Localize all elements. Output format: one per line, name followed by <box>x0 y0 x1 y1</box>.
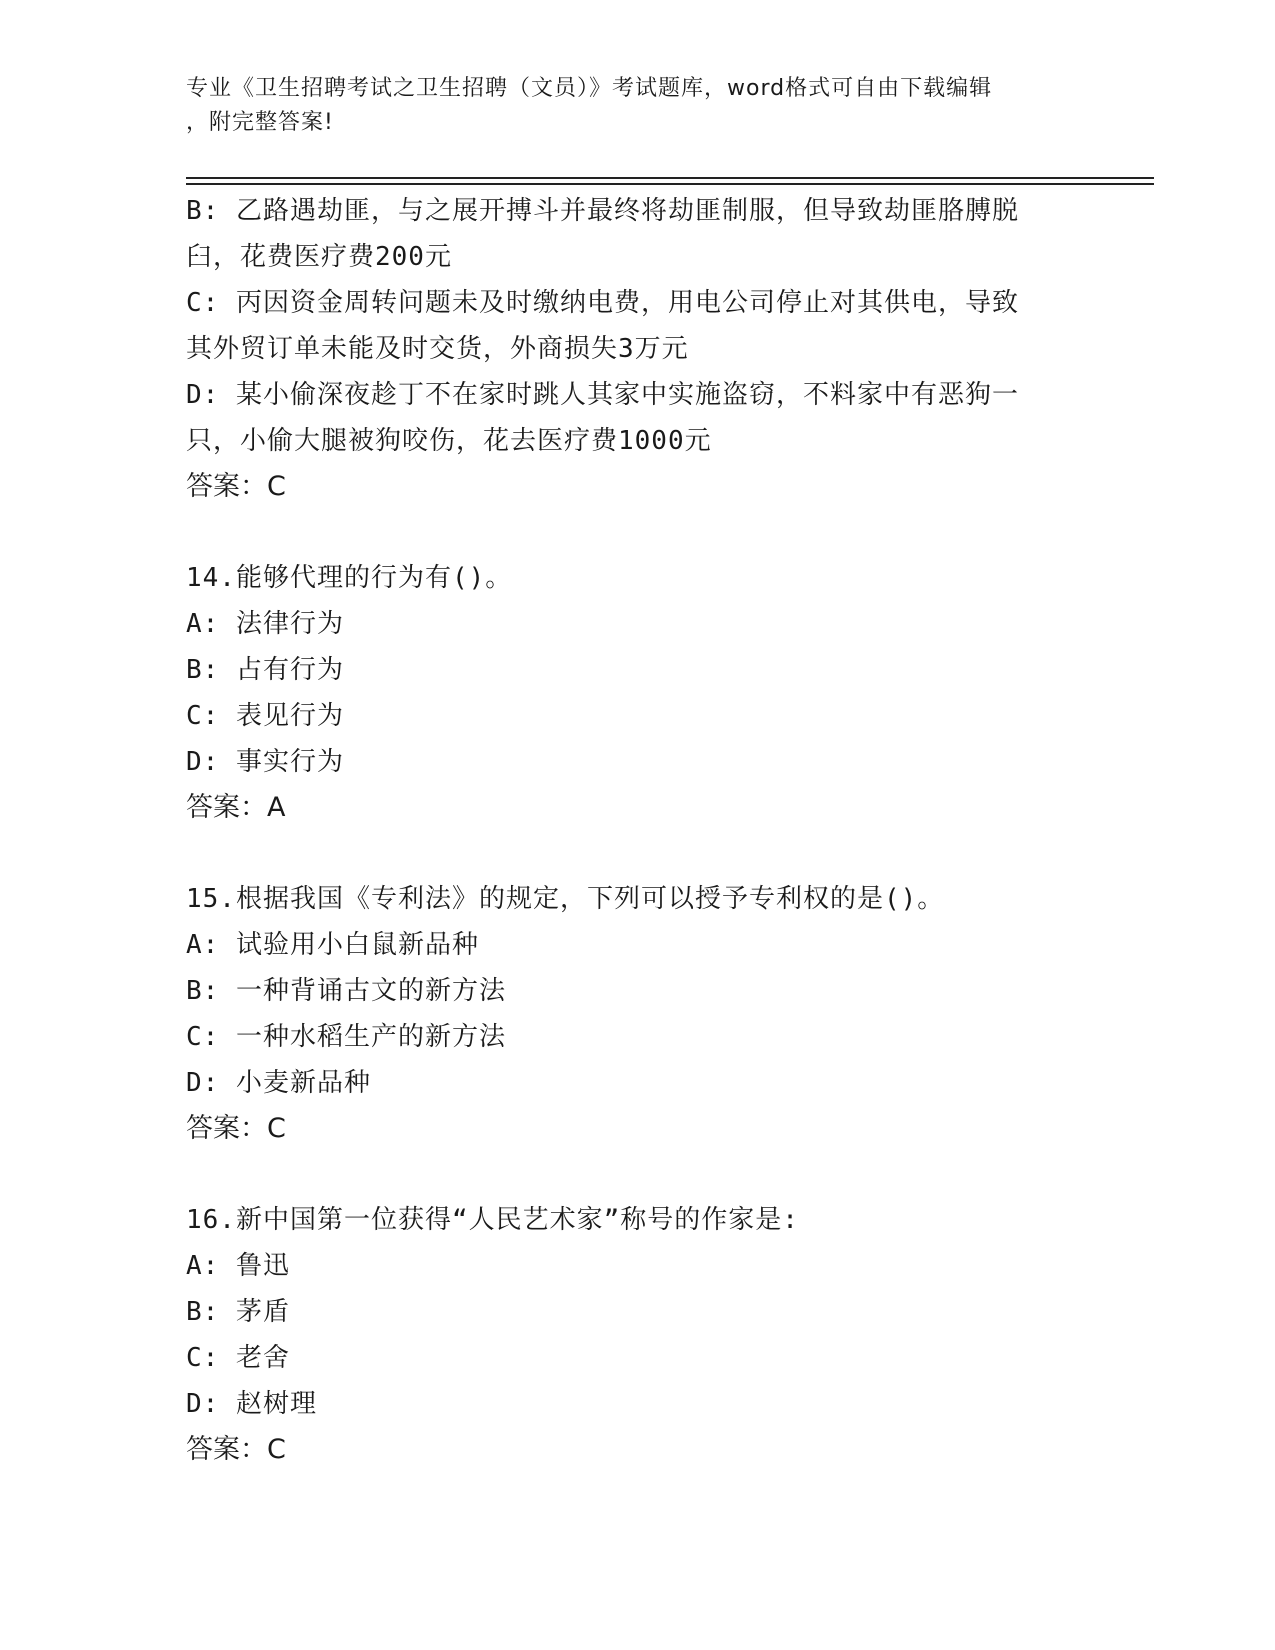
q13-answer: 答案：C <box>186 471 286 502</box>
document-header <box>186 72 1076 140</box>
question-13-block <box>186 188 1086 510</box>
q15-option-d: D: 小麦新品种 <box>186 1068 371 1098</box>
spacer <box>186 831 1086 876</box>
q13-option-c-line-1: C: 丙因资金周转问题未及时缴纳电费，用电公司停止对其供电，导致 <box>186 288 1019 318</box>
spacer <box>186 1152 1086 1197</box>
q14-option-c: C: 表见行为 <box>186 701 344 731</box>
header-divider-bottom <box>186 183 1154 185</box>
q13-option-d-line-2: 只，小偷大腿被狗咬伤，花去医疗费1000元 <box>186 426 712 456</box>
q13-option-b-line-1: B: 乙路遇劫匪，与之展开搏斗并最终将劫匪制服，但导致劫匪胳膊脱 <box>186 196 1019 226</box>
q13-option-c-line-2: 其外贸订单未能及时交货，外商损失3万元 <box>186 334 689 364</box>
q16-option-b: B: 茅盾 <box>186 1297 290 1327</box>
q14-option-b: B: 占有行为 <box>186 655 344 685</box>
q13-option-b-line-2: 臼，花费医疗费200元 <box>186 242 452 272</box>
question-14-block <box>186 555 1086 831</box>
q14-answer: 答案：A <box>186 792 286 823</box>
q15-question: 15.根据我国《专利法》的规定，下列可以授予专利权的是()。 <box>186 884 945 914</box>
q14-question: 14.能够代理的行为有()。 <box>186 563 513 593</box>
spacer <box>186 510 1086 555</box>
header-line-1: 专业《卫生招聘考试之卫生招聘（文员）》考试题库，word格式可自由下载编辑 <box>186 76 993 101</box>
q16-question: 16.新中国第一位获得“人民艺术家”称号的作家是: <box>186 1205 799 1235</box>
question-list <box>186 188 1086 1473</box>
question-15-block <box>186 876 1086 1152</box>
q16-answer: 答案：C <box>186 1434 286 1465</box>
header-line-2: ，附完整答案! <box>186 110 334 135</box>
q16-option-d: D: 赵树理 <box>186 1389 317 1419</box>
q16-option-a: A: 鲁迅 <box>186 1251 290 1281</box>
q13-option-d-line-1: D: 某小偷深夜趁丁不在家时跳人其家中实施盗窃，不料家中有恶狗一 <box>186 380 1019 410</box>
q16-option-c: C: 老舍 <box>186 1343 290 1373</box>
q14-option-d: D: 事实行为 <box>186 747 344 777</box>
q15-option-a: A: 试验用小白鼠新品种 <box>186 930 479 960</box>
header-divider-top <box>186 177 1154 179</box>
question-16-block <box>186 1197 1086 1473</box>
q14-option-a: A: 法律行为 <box>186 609 344 639</box>
q15-option-c: C: 一种水稻生产的新方法 <box>186 1022 506 1052</box>
q15-option-b: B: 一种背诵古文的新方法 <box>186 976 506 1006</box>
q15-answer: 答案：C <box>186 1113 286 1144</box>
